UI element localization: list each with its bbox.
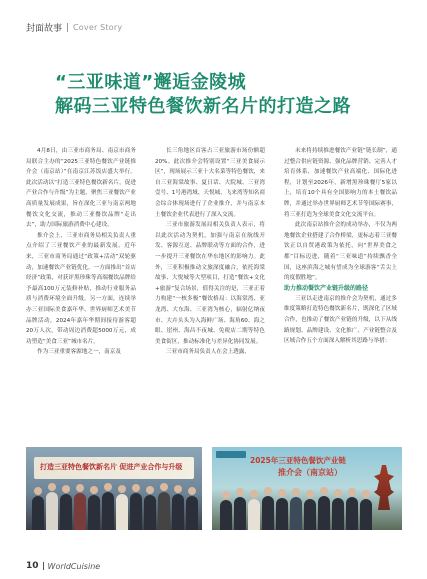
event-banner-text: 打造三亚特色餐饮新名片 促进产业合作与升级	[40, 463, 183, 471]
person-figure	[234, 497, 246, 530]
paragraph: 推介会上，三亚市商务局相关负责人重点介绍了三亚餐饮产业的最新发展。近年来，三亚市商务局通过“政策+活动”双轮驱动，加速餐饮产业链优化。一方面推出“首店经济”政策，对获评黑珍珠等高端餐饮品牌给予最高100万元装修补贴，推动行业服务品质与消费环境全面升级。另一方面，连续举办三亚国际美食嘉年华、世界厨师艺术美节品牌活动，2024年嘉年华期间接待游客超20万人次，带动周边消费超5000万元，成功塑造“美食三亚”城市名片。	[26, 232, 136, 345]
section-header	[26, 20, 122, 34]
person-figure	[88, 495, 100, 530]
section-subheading: 助力推动餐饮产业链升级的路径	[284, 284, 369, 292]
text-column-3	[284, 146, 397, 347]
event-backdrop-title: 2025年三亚特色餐饮产业链	[250, 456, 346, 465]
paragraph: 此次南京站推介会的成功举办，不仅为两地餐饮企业搭建了合作桥梁，更标志着三亚餐饮正以自贸港政策为依托，向“世界美食之都”目标迈进，随着“三亚味道”持续飘香全国，这座滨海之城有望成为全球游客“舌尖上的度假胜地”。	[284, 222, 397, 282]
section-title-en: Cover Story	[73, 22, 123, 32]
person-figure	[304, 499, 316, 530]
person-figure	[74, 493, 86, 530]
article-title-line1: “三亚味道”邂逅金陵城	[55, 72, 247, 93]
paragraph: 三亚市商务局负责人在会上透露，	[166, 349, 250, 356]
group-of-people	[212, 480, 402, 530]
person-figure	[360, 499, 372, 530]
paragraph: 三亚市旅游发展局相关负责人表示，将以此次活动为契机，加强与南京在航线开发、客源互送、品牌联动等方面的合作，进一步提升三亚餐饮在华东地区的影响力。此外，三亚积极推动文旅深度融合，依托海棠故事、大悦城等大型项目，打造“餐饮+文化+旅游”复合场景，值得关注的是，三亚正着力构建“一核多极”餐饮格局：以海棠湾、亚龙湾、大东海、三亚湾为核心，辐射亿纳夜市、大卉头头为入海鲜广场、海角60、海之眼、崖州、海昌不夜城、免税店二期等特色美食街区，推动标准化与差异化协同发展。	[155, 222, 265, 345]
paragraph: 长三角地区首客占三亚旅游市场份额超20%。此次推介会特别设置“三亚美食展示区”，现场展示三亚十大名菜等特色餐饮，来自三亚海棠故事、夏日话、大院城、三亚湾壹号、1号港湾域、天悦城、飞来湾等知名商会综合体现场进行了企业推介，并与南京本土餐饮企业代表进行了深入交流。	[155, 148, 265, 218]
magazine-name: WorldCuisine	[47, 561, 101, 571]
footer-divider	[43, 562, 44, 570]
organizer-logo	[216, 451, 246, 458]
page-footer	[26, 561, 100, 571]
person-figure	[130, 493, 142, 530]
person-figure	[60, 494, 72, 530]
event-backdrop-subtitle: 推介会（南京站）	[278, 468, 342, 477]
person-figure	[32, 496, 44, 530]
person-figure	[186, 496, 198, 530]
event-photo-2	[212, 447, 402, 530]
paragraph: 4月8日，由三亚市商务局、南京市商务局联合主办的“2025三亚特色餐饮产业链推介会（南京站）”在南京江苏饭店盛大举行。此次活动以“打造三亚特色餐饮新名片，促进产业合作与升级”为主题，聚焦三亚餐饮产业高质量发展成果，旨在深化三亚与南京两地餐饮文化交流，推动三亚餐饮品牌“走出去”，助力国际旅游消费中心建设。	[26, 148, 136, 229]
paragraph: 作为三亚重要客源地之一，南京及	[37, 349, 121, 356]
person-figure	[158, 492, 170, 530]
text-column-1	[26, 146, 136, 358]
person-figure	[276, 498, 288, 530]
header-divider	[67, 23, 68, 32]
person-figure	[346, 497, 358, 530]
paragraph: 未来将持续推进餐饮产业链“链长制”，通过整合供应链资源、强化品牌营销、完善人才培育体系，加速餐饮产业高端化、国际化进程，计划至2026年，新增黑珍珠餐厅5家以上，培育10个具有全国影响力的本土餐饮品牌，并通过举办世界厨师艺术节等国际赛事，将三亚打造为全球美食文化交流平台。	[284, 148, 397, 218]
event-photo-1	[26, 447, 202, 530]
person-figure	[290, 497, 302, 530]
section-title-cn: 封面故事	[26, 23, 63, 34]
person-figure	[220, 500, 232, 530]
person-figure	[102, 492, 114, 530]
group-of-people	[26, 480, 202, 530]
person-figure	[46, 492, 58, 530]
person-figure	[332, 498, 344, 530]
person-figure	[262, 496, 274, 530]
paragraph: 三亚以走进南京的推介会为契机，通过多维度策略打造特色餐饮新名片，既深化了区域合作，也推动了餐饮产业链的升级，以下从线路规划、品牌建设、文化推广、产业链整合及区域合作五个方面深入解析其思路与举措：	[284, 295, 397, 345]
page-number: 10	[26, 561, 39, 571]
person-figure	[144, 495, 156, 530]
person-figure	[248, 499, 260, 530]
person-figure	[116, 494, 128, 530]
person-figure	[172, 494, 184, 530]
article-title-line2: 解码三亚特色餐饮新名片的打造之路	[55, 96, 351, 117]
text-column-2	[155, 146, 265, 358]
person-figure	[318, 496, 330, 530]
